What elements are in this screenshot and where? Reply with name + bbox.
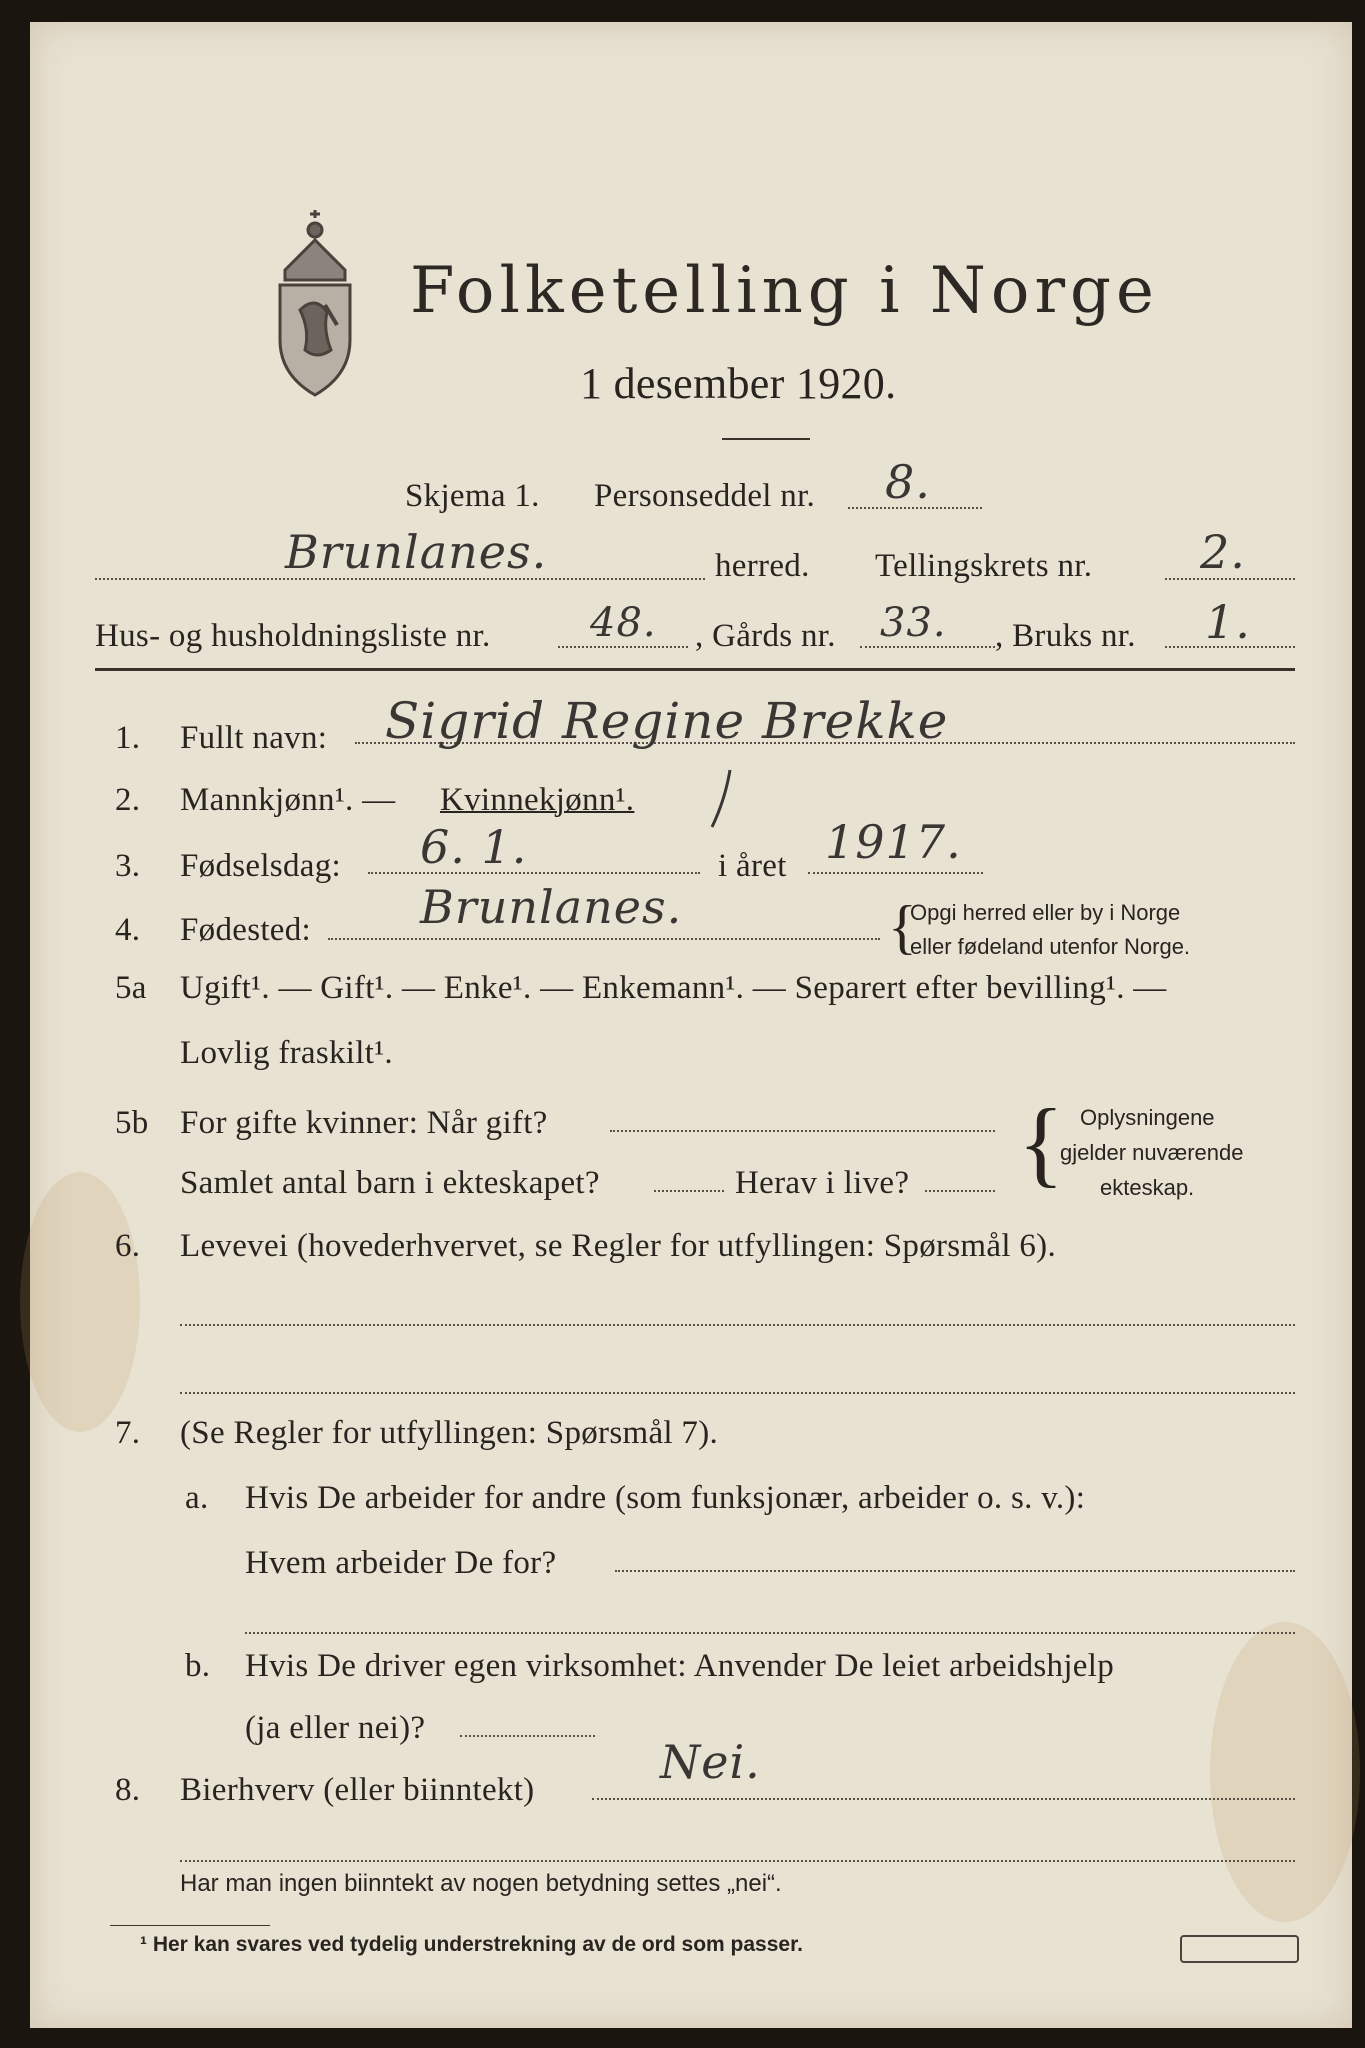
q7a-answer-line2	[245, 1632, 1295, 1634]
q7b-text: Hvis De driver egen virksomhet: Anvender De leiet arbeidshjelp	[245, 1648, 1115, 1684]
q7-label: (Se Regler for utfyllingen: Spørsmål 7).	[180, 1415, 719, 1451]
side-income-value: Nei.	[660, 1735, 761, 1789]
form-title: Folketelling i Norge	[410, 254, 1159, 328]
footer-note: Har man ingen biinntekt av nogen betydning settes „nei“.	[180, 1870, 782, 1897]
q5b-note-line3: ekteskap.	[1100, 1175, 1195, 1200]
q7a-question: Hvem arbeider De for?	[245, 1545, 557, 1581]
q6-answer-line1	[180, 1324, 1295, 1326]
year-line	[808, 872, 983, 874]
title-divider	[722, 438, 810, 440]
q8-answer-line1	[592, 1798, 1295, 1800]
tellingskrets-label: Tellingskrets nr.	[875, 548, 1093, 584]
hus-line	[558, 646, 688, 648]
q2-male-option: Mannkjønn¹. —	[180, 782, 396, 818]
q6-label: Levevei (hovederhvervet, se Regler for utfyllingen: Spørsmål 6).	[180, 1228, 1057, 1264]
gards-line	[860, 646, 995, 648]
handwritten-check-stroke-icon	[700, 765, 740, 835]
q2-female-option-underlined: Kvinnekjønn¹.	[440, 782, 635, 818]
full-name-value: Sigrid Regine Brekke	[385, 692, 949, 750]
skjema-label: Skjema 1.	[405, 478, 540, 514]
married-when-line	[610, 1130, 995, 1132]
q5b-note-line1: Oplysningene	[1080, 1105, 1215, 1130]
children-alive-line	[925, 1190, 995, 1192]
birthplace-value: Brunlanes.	[420, 880, 683, 934]
q5a-options-line1: Ugift¹. — Gift¹. — Enke¹. — Enkemann¹. — Separert efter bevilling¹. —	[180, 970, 1167, 1006]
footnote-rule	[110, 1925, 270, 1926]
q4-note-line2: eller fødeland utenfor Norge.	[910, 934, 1191, 959]
q5b-brace: {	[1018, 1089, 1065, 1196]
paper-stain	[20, 1172, 140, 1432]
herred-label: herred.	[715, 548, 810, 584]
census-date: 1 desember 1920.	[580, 359, 897, 408]
q7-number: 7.	[115, 1415, 141, 1451]
q5b-children-alive: Herav i live?	[735, 1165, 910, 1201]
q5b-married-when: For gifte kvinner: Når gift?	[180, 1105, 548, 1141]
hus-label: Hus- og husholdningsliste nr.	[95, 618, 491, 654]
paper-stain	[1210, 1622, 1360, 1922]
q5b-children-count: Samlet antal barn i ekteskapet?	[180, 1165, 600, 1201]
personseddel-label: Personseddel nr.	[594, 478, 816, 514]
hus-value: 48.	[590, 600, 657, 646]
q3-number: 3.	[115, 848, 141, 884]
header-separator	[95, 668, 1295, 671]
bruks-label: , Bruks nr.	[995, 618, 1136, 654]
birth-year-value: 1917.	[825, 815, 962, 869]
q6-answer-line2	[180, 1392, 1295, 1394]
q7a-letter: a.	[185, 1480, 209, 1516]
q2-number: 2.	[115, 782, 141, 818]
norwegian-coat-of-arms-icon	[265, 200, 365, 400]
gards-label: , Gårds nr.	[695, 618, 836, 654]
q4-note-line1: Opgi herred eller by i Norge	[910, 900, 1181, 925]
gards-value: 33.	[880, 600, 947, 646]
q7b-letter: b.	[185, 1648, 211, 1684]
q1-number: 1.	[115, 720, 141, 756]
q7b-answer-line	[460, 1735, 595, 1737]
tellingskrets-value: 2.	[1200, 525, 1246, 579]
q5b-note-line2: gjelder nuværende	[1060, 1140, 1244, 1165]
bruks-value: 1.	[1205, 595, 1251, 649]
children-count-line	[654, 1190, 724, 1192]
q7a-text: Hvis De arbeider for andre (som funksjonær, arbeider o. s. v.):	[245, 1480, 1086, 1516]
q5a-number: 5a	[115, 970, 147, 1006]
q4-label: Fødested:	[180, 912, 312, 948]
year-label: i året	[718, 848, 787, 884]
q7b-question: (ja eller nei)?	[245, 1710, 426, 1746]
q5a-options-line2: Lovlig fraskilt¹.	[180, 1035, 393, 1071]
q4-brace: {	[888, 894, 917, 960]
q8-number: 8.	[115, 1772, 141, 1808]
q8-answer-line2	[180, 1860, 1295, 1862]
footnote-text: ¹ Her kan svares ved tydelig understrekning av de ord som passer.	[140, 1933, 803, 1956]
q3-label: Fødselsdag:	[180, 848, 341, 884]
q5b-number: 5b	[115, 1105, 149, 1141]
q6-number: 6.	[115, 1228, 141, 1264]
birthplace-line	[328, 938, 880, 940]
printer-stamp-icon	[1180, 1935, 1299, 1963]
birthdate-line	[368, 872, 700, 874]
q7a-answer-line1	[615, 1570, 1295, 1572]
q8-label: Bierhverv (eller biinntekt)	[180, 1772, 535, 1808]
q4-number: 4.	[115, 912, 141, 948]
birthdate-value: 6. 1.	[420, 820, 528, 874]
herred-value: Brunlanes.	[285, 525, 548, 579]
personseddel-value: 8.	[885, 455, 931, 509]
q1-label: Fullt navn:	[180, 720, 328, 756]
